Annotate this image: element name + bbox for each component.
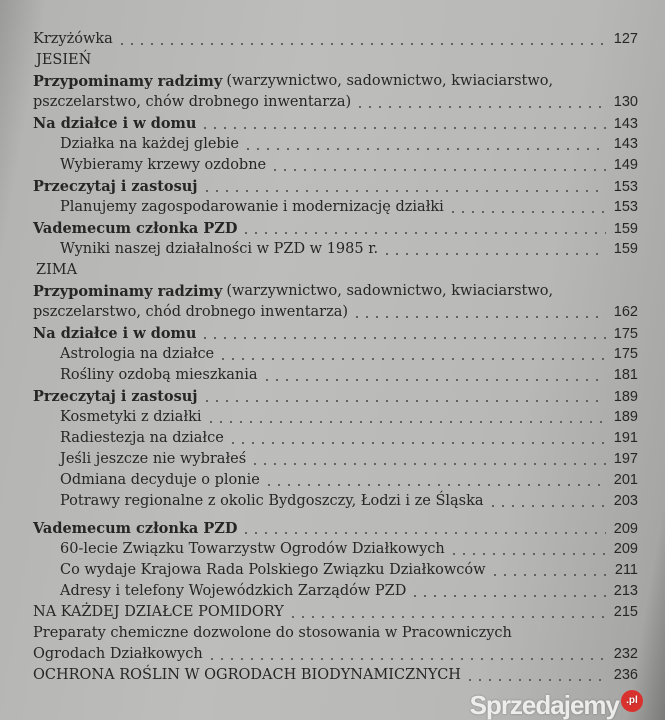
toc-page-number: 232 [613, 646, 638, 662]
toc-entry-label: OCHRONA ROŚLIN W OGRODACH BIODYNAMICZNYCH [33, 667, 461, 683]
toc-entry-title [33, 386, 614, 407]
dot-leader [382, 239, 606, 260]
dot-leader [250, 449, 606, 470]
dot-leader [352, 302, 606, 323]
toc-entry-label: Na działce i w domu [33, 325, 197, 342]
dot-leader [202, 386, 606, 407]
toc-entry-label: pszczelarstwo, chów drobnego inwentarza) [33, 94, 352, 110]
dot-leader [288, 602, 606, 623]
toc-entry [0, 365, 665, 386]
toc-entry [0, 29, 665, 50]
toc-entry-title [60, 581, 614, 602]
toc-entry-title [36, 260, 638, 281]
dot-leader [243, 134, 606, 155]
toc-entry-title [60, 470, 614, 491]
toc-entry-title [33, 323, 614, 344]
toc-entry [0, 218, 665, 239]
toc-page-number: 130 [613, 94, 638, 110]
toc-entry-label: JESIEŃ [36, 52, 92, 68]
dot-leader [262, 365, 606, 386]
toc-entry [0, 92, 665, 113]
toc-entry-title [33, 518, 614, 539]
dot-leader [270, 155, 606, 176]
toc-entry [0, 407, 665, 428]
dot-leader [241, 218, 605, 239]
toc-entry [0, 665, 665, 686]
toc-entry [0, 155, 665, 176]
toc-entry [0, 323, 665, 344]
toc-page-number: 159 [613, 241, 638, 257]
toc-entry [0, 239, 665, 260]
toc-entry-title [60, 197, 614, 218]
toc-page-number: 211 [614, 562, 638, 578]
toc-entry-title [60, 407, 614, 428]
dot-leader [200, 113, 605, 134]
dot-leader [355, 92, 606, 113]
toc-entry-label: Rośliny ozdobą mieszkania [60, 367, 258, 383]
toc-page-number: 189 [613, 409, 638, 425]
toc-entry-title [60, 491, 614, 512]
toc-page-number: 201 [613, 472, 638, 488]
toc-entry-title [33, 302, 614, 323]
toc-entry-title [33, 218, 614, 239]
toc-entry-title [33, 92, 614, 113]
toc-entry-label: 60-lecie Związku Towarzystw Ogrodów Działkowych [60, 541, 445, 557]
toc-entry-label: Krzyżówka [33, 31, 113, 47]
toc-page-number: 209 [613, 521, 638, 537]
dot-leader [490, 560, 607, 581]
toc-entry-title [60, 239, 614, 260]
toc-entry-title [36, 50, 638, 71]
toc-entry-label: Potrawy regionalne z okolic Bydgoszczy, Łodzi i ze Śląska [60, 493, 484, 509]
toc-entry [0, 449, 665, 470]
toc-entry-title [33, 602, 614, 623]
toc-entry [0, 176, 665, 197]
toc-entry-title [60, 344, 614, 365]
toc-entry [0, 518, 665, 539]
toc-entry-label: Co wydaje Krajowa Rada Polskiego Związku Działkowców [60, 562, 486, 578]
toc-entry-label: Ogrodach Działkowych [33, 646, 203, 662]
toc-page-number: 143 [613, 136, 638, 152]
dot-leader [264, 470, 606, 491]
toc-entry-subtitle: (warzywnictwo, sadownictwo, kwiaciarstwo, [226, 73, 554, 89]
toc-entry-label: Vademecum członka PZD [33, 520, 238, 537]
toc-entry-label: Planujemy zagospodarowanie i modernizację działki [60, 199, 444, 215]
toc-entry-title [33, 71, 638, 92]
toc-entry-label: Kosmetyki z działki [60, 409, 202, 425]
toc-entry-title [33, 281, 638, 302]
dot-leader [202, 176, 606, 197]
dot-leader [448, 197, 606, 218]
toc-entry-title [33, 176, 614, 197]
toc-entry-label: NA KAŻDEJ DZIAŁCE POMIDORY [33, 604, 284, 620]
toc-entry-title [60, 560, 615, 581]
dot-leader [218, 344, 606, 365]
toc-entry-title [33, 644, 614, 665]
dot-leader [449, 539, 606, 560]
toc-entry-title [60, 134, 614, 155]
toc-page-number: 213 [613, 583, 638, 599]
toc-entry [0, 260, 665, 281]
dot-leader [228, 428, 606, 449]
toc-page-number: 209 [613, 541, 638, 557]
dot-leader [465, 665, 606, 686]
toc-page-number: 153 [613, 179, 638, 195]
watermark-logo: Sprzedajemy .pl [470, 690, 643, 720]
toc-entry [0, 539, 665, 560]
toc-page-number: 189 [613, 389, 638, 405]
toc-entry-label: Działka na każdej glebie [60, 136, 239, 152]
toc-page-number: 203 [613, 493, 638, 509]
toc-entry-label: Adresy i telefony Wojewódzkich Zarządów PZD [60, 583, 407, 599]
toc-entry-label: Vademecum członka PZD [33, 220, 238, 237]
dot-leader [488, 491, 606, 512]
toc-entry-label: ZIMA [36, 262, 78, 278]
toc-entry [0, 644, 665, 665]
toc-entry [0, 581, 665, 602]
toc-page-number: 153 [613, 199, 638, 215]
toc-entry [0, 197, 665, 218]
toc-entry [0, 71, 665, 92]
toc-entry-label: Wyniki naszej działalności w PZD w 1985 r. [60, 241, 379, 257]
toc-entry [0, 470, 665, 491]
toc-entry-label: Na działce i w domu [33, 115, 197, 132]
toc-entry [0, 50, 665, 71]
dot-leader [207, 644, 606, 665]
dot-leader [410, 581, 605, 602]
toc-entry [0, 386, 665, 407]
toc-page-number: 127 [613, 31, 638, 47]
dot-leader [241, 518, 605, 539]
toc-entry [0, 344, 665, 365]
toc-entry-label: Preparaty chemiczne dozwolone do stosowania w Pracowniczych [33, 625, 512, 641]
toc-entry [0, 623, 665, 644]
dot-leader [200, 323, 605, 344]
toc-page-number: 175 [613, 346, 638, 362]
toc-entry [0, 428, 665, 449]
dot-leader [117, 29, 606, 50]
toc-entry-subtitle: (warzywnictwo, sadownictwo, kwiaciarstwo, [226, 283, 554, 299]
toc-entry-label: Przeczytaj i zastosuj [33, 178, 198, 195]
toc-entry-title [33, 623, 638, 644]
table-of-contents [0, 29, 665, 686]
toc-entry-title [60, 449, 614, 470]
toc-entry [0, 602, 665, 623]
toc-entry-label: Wybieramy krzewy ozdobne [60, 157, 267, 173]
toc-entry-label: Radiestezja na działce [60, 430, 224, 446]
toc-page-number: 236 [613, 667, 638, 683]
toc-page-number: 162 [613, 304, 638, 320]
toc-entry [0, 134, 665, 155]
toc-entry-label: Przypominamy radzimy [33, 73, 223, 90]
toc-entry-title [60, 428, 614, 449]
toc-entry-label: Przypominamy radzimy [33, 283, 223, 300]
dot-leader [206, 407, 606, 428]
toc-entry [0, 302, 665, 323]
toc-page-number: 181 [613, 367, 638, 383]
toc-entry-title [60, 155, 614, 176]
toc-page-number: 159 [613, 221, 638, 237]
toc-entry-title [60, 365, 614, 386]
toc-page-number: 149 [613, 157, 638, 173]
toc-entry [0, 281, 665, 302]
toc-entry-label: Jeśli jeszcze nie wybrałeś [60, 451, 247, 467]
toc-page-number: 175 [613, 326, 638, 342]
toc-entry-title [33, 113, 614, 134]
toc-entry-label: Przeczytaj i zastosuj [33, 388, 198, 405]
toc-entry [0, 491, 665, 512]
toc-page-number: 197 [613, 451, 638, 467]
toc-entry [0, 113, 665, 134]
toc-entry-label: pszczelarstwo, chód drobnego inwentarza) [33, 304, 349, 320]
toc-entry [0, 560, 665, 581]
toc-entry-label: Odmiana decyduje o plonie [60, 472, 260, 488]
toc-entry-title [60, 539, 614, 560]
toc-entry-title [33, 665, 614, 686]
toc-page-number: 191 [613, 430, 638, 446]
toc-entry-title [33, 29, 614, 50]
toc-page-number: 215 [613, 604, 638, 620]
toc-entry-label: Astrologia na działce [60, 346, 215, 362]
toc-page-number: 143 [613, 116, 638, 132]
